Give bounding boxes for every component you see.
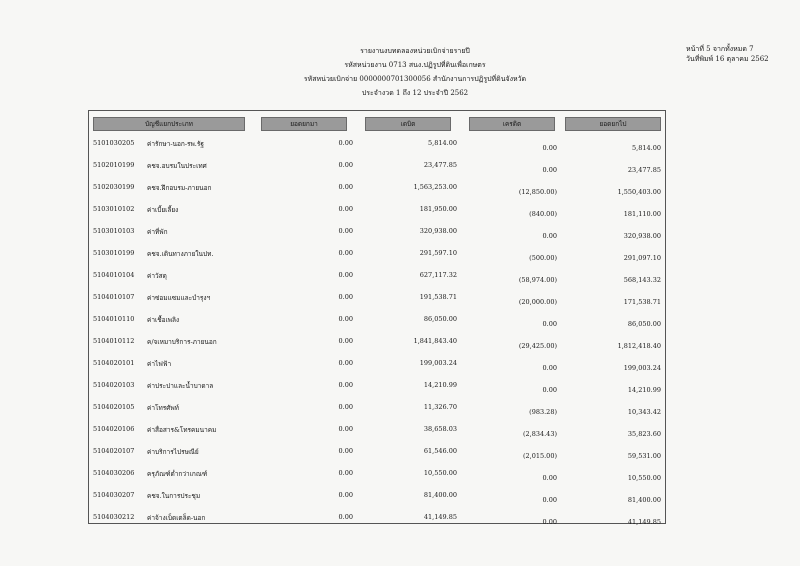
account-code-cell: 5104030206: [93, 469, 135, 477]
account-name-cell: ค่าซ่อมแซมและบำรุงฯ: [147, 294, 211, 302]
account-code-cell: 5104010110: [93, 315, 135, 323]
debit-cell: 291,597.10: [419, 249, 457, 257]
carried-forward-cell: 5,814.00: [632, 144, 661, 152]
brought-forward-cell: 0.00: [338, 381, 353, 389]
brought-forward-cell: 0.00: [338, 205, 353, 213]
credit-cell: 0.00: [542, 386, 557, 394]
account-name-cell: ค่าสื่อสาร&โทรคมนาคม: [147, 426, 217, 434]
credit-cell: (840.00): [529, 210, 557, 218]
carried-forward-cell: 23,477.85: [627, 166, 661, 174]
debit-cell: 181,950.00: [419, 205, 457, 213]
report-header: [250, 44, 580, 100]
account-name-cell: ค่าที่พัก: [147, 228, 168, 236]
table-row: [89, 244, 665, 266]
debit-cell: 199,003.24: [419, 359, 457, 367]
account-name-cell: คชจ.เดินทางภายในปท.: [147, 250, 214, 258]
table-row: [89, 310, 665, 332]
credit-cell: 0.00: [542, 474, 557, 482]
carried-forward-cell: 320,938.00: [623, 232, 661, 240]
brought-forward-cell: 0.00: [338, 359, 353, 367]
credit-cell: (983.28): [529, 408, 557, 416]
account-name-cell: ค่ารักษา-นอก-รพ.รัฐ: [147, 140, 204, 148]
disbursing-unit-line: รหัสหน่วยเบิกจ่าย 0000000701300056 สำนักงานการปฏิรูปที่ดินจังหวัด: [303, 75, 527, 83]
carried-forward-cell: 199,003.24: [623, 364, 661, 372]
account-name-cell: คชจ.ในการประชุม: [147, 492, 201, 500]
credit-cell: (29,425.00): [518, 342, 557, 350]
period-line: ประจำงวด 1 ถึง 12 ประจำปี 2562: [361, 89, 469, 97]
account-code-cell: 5104010104: [93, 271, 135, 279]
carried-forward-cell: 10,343.42: [627, 408, 661, 416]
brought-forward-cell: 0.00: [338, 315, 353, 323]
debit-cell: 191,538.71: [419, 293, 457, 301]
debit-cell: 627,117.32: [419, 271, 457, 279]
table-row: [89, 134, 665, 156]
page-number: หน้าที่ 5 จากทั้งหมด 7: [686, 45, 754, 53]
account-name-cell: ค่าวัสดุ: [147, 272, 167, 280]
account-name-cell: ค่าจ้างเบ็ดเตล็ด-นอก: [147, 514, 206, 522]
brought-forward-cell: 0.00: [338, 183, 353, 191]
carried-forward-cell: 81,400.00: [627, 496, 661, 504]
brought-forward-cell: 0.00: [338, 469, 353, 477]
account-code-cell: 5102010199: [93, 161, 135, 169]
brought-forward-cell: 0.00: [338, 249, 353, 257]
account-code-cell: 5104020107: [93, 447, 135, 455]
brought-forward-cell: 0.00: [338, 293, 353, 301]
table-row: [89, 376, 665, 398]
brought-forward-cell: 0.00: [338, 337, 353, 345]
account-name-cell: ค่าบริการไปรษณีย์: [147, 448, 199, 456]
debit-cell: 1,563,253.00: [413, 183, 457, 191]
table-row: [89, 332, 665, 354]
table-row: [89, 222, 665, 244]
account-name-cell: ค/จเหมาบริการ-ภายนอก: [147, 338, 217, 346]
account-name-cell: ค่าเชื้อเพลิง: [147, 316, 180, 324]
agency-line: รหัสหน่วยงาน 0713 สนง.ปฏิรูปที่ดินเพื่อเกษตร: [344, 61, 486, 69]
carried-forward-cell: 1,812,418.40: [617, 342, 661, 350]
credit-cell: 0.00: [542, 320, 557, 328]
credit-cell: 0.00: [542, 144, 557, 152]
account-code-cell: 5104020106: [93, 425, 135, 433]
table-row: [89, 420, 665, 442]
table-row: [89, 266, 665, 288]
table-row: [89, 486, 665, 508]
table-header: [89, 115, 665, 133]
print-date: วันที่พิมพ์ 16 ตุลาคม 2562: [686, 55, 769, 63]
column-header-account: บัญชีแยกประเภท: [93, 117, 245, 131]
account-name-cell: คชจ.ฝึกอบรม-ภายนอก: [147, 184, 212, 192]
table-row: [89, 288, 665, 310]
carried-forward-cell: 171,538.71: [623, 298, 661, 306]
brought-forward-cell: 0.00: [338, 139, 353, 147]
carried-forward-cell: 35,823.60: [627, 430, 661, 438]
carried-forward-cell: 41,149.85: [627, 518, 661, 526]
credit-cell: 0.00: [542, 166, 557, 174]
carried-forward-cell: 568,143.32: [623, 276, 661, 284]
debit-cell: 320,938.00: [419, 227, 457, 235]
brought-forward-cell: 0.00: [338, 227, 353, 235]
carried-forward-cell: 86,050.00: [627, 320, 661, 328]
brought-forward-cell: 0.00: [338, 491, 353, 499]
debit-cell: 14,210.99: [423, 381, 457, 389]
column-header-credit: เครดิต: [469, 117, 555, 131]
account-name-cell: ค่าไฟฟ้า: [147, 360, 172, 368]
trial-balance-table: [88, 110, 666, 524]
carried-forward-cell: 181,110.00: [623, 210, 661, 218]
page-info: [686, 44, 796, 64]
brought-forward-cell: 0.00: [338, 271, 353, 279]
debit-cell: 10,550.00: [423, 469, 457, 477]
account-code-cell: 5103010199: [93, 249, 135, 257]
table-row: [89, 442, 665, 464]
table-row: [89, 200, 665, 222]
debit-cell: 38,658.03: [423, 425, 457, 433]
table-row: [89, 398, 665, 420]
account-code-cell: 5104030212: [93, 513, 135, 521]
carried-forward-cell: 291,097.10: [623, 254, 661, 262]
account-code-cell: 5103010103: [93, 227, 135, 235]
credit-cell: (2,015.00): [522, 452, 557, 460]
account-code-cell: 5104010107: [93, 293, 135, 301]
credit-cell: (2,834.43): [522, 430, 557, 438]
debit-cell: 86,050.00: [423, 315, 457, 323]
column-header-brought-forward: ยอดยกมา: [261, 117, 347, 131]
account-code-cell: 5101030205: [93, 139, 135, 147]
account-name-cell: คชจ.อบรมในประเทศ: [147, 162, 207, 170]
credit-cell: (20,000.00): [518, 298, 557, 306]
account-code-cell: 5104020103: [93, 381, 135, 389]
account-name-cell: ค่าประปาและน้ำบาดาล: [147, 382, 214, 390]
debit-cell: 41,149.85: [423, 513, 457, 521]
brought-forward-cell: 0.00: [338, 513, 353, 521]
carried-forward-cell: 14,210.99: [627, 386, 661, 394]
carried-forward-cell: 10,550.00: [627, 474, 661, 482]
table-row: [89, 178, 665, 200]
report-title: รายงานงบทดลองหน่วยเบิกจ่ายรายปี: [360, 47, 470, 55]
debit-cell: 11,326.70: [423, 403, 457, 411]
credit-cell: 0.00: [542, 364, 557, 372]
carried-forward-cell: 59,531.00: [627, 452, 661, 460]
account-code-cell: 5104010112: [93, 337, 135, 345]
carried-forward-cell: 1,550,403.00: [617, 188, 661, 196]
table-row: [89, 156, 665, 178]
debit-cell: 5,814.00: [428, 139, 457, 147]
account-code-cell: 5104020101: [93, 359, 135, 367]
brought-forward-cell: 0.00: [338, 425, 353, 433]
column-header-carried-forward: ยอดยกไป: [565, 117, 661, 131]
credit-cell: 0.00: [542, 496, 557, 504]
brought-forward-cell: 0.00: [338, 447, 353, 455]
account-name-cell: ครุภัณฑ์ต่ำกว่าเกณฑ์: [147, 470, 208, 478]
table-row: [89, 508, 665, 530]
credit-cell: (12,850.00): [518, 188, 557, 196]
debit-cell: 81,400.00: [423, 491, 457, 499]
column-header-debit: เดบิต: [365, 117, 451, 131]
credit-cell: 0.00: [542, 232, 557, 240]
account-name-cell: ค่าโทรศัพท์: [147, 404, 179, 412]
account-name-cell: ค่าเบี้ยเลี้ยง: [147, 206, 179, 214]
brought-forward-cell: 0.00: [338, 161, 353, 169]
account-code-cell: 5103010102: [93, 205, 135, 213]
credit-cell: (58,974.00): [518, 276, 557, 284]
brought-forward-cell: 0.00: [338, 403, 353, 411]
credit-cell: 0.00: [542, 518, 557, 526]
account-code-cell: 5104020105: [93, 403, 135, 411]
debit-cell: 23,477.85: [423, 161, 457, 169]
debit-cell: 61,546.00: [423, 447, 457, 455]
account-code-cell: 5104030207: [93, 491, 135, 499]
table-row: [89, 354, 665, 376]
account-code-cell: 5102030199: [93, 183, 135, 191]
table-row: [89, 464, 665, 486]
credit-cell: (500.00): [529, 254, 557, 262]
debit-cell: 1,841,843.40: [413, 337, 457, 345]
